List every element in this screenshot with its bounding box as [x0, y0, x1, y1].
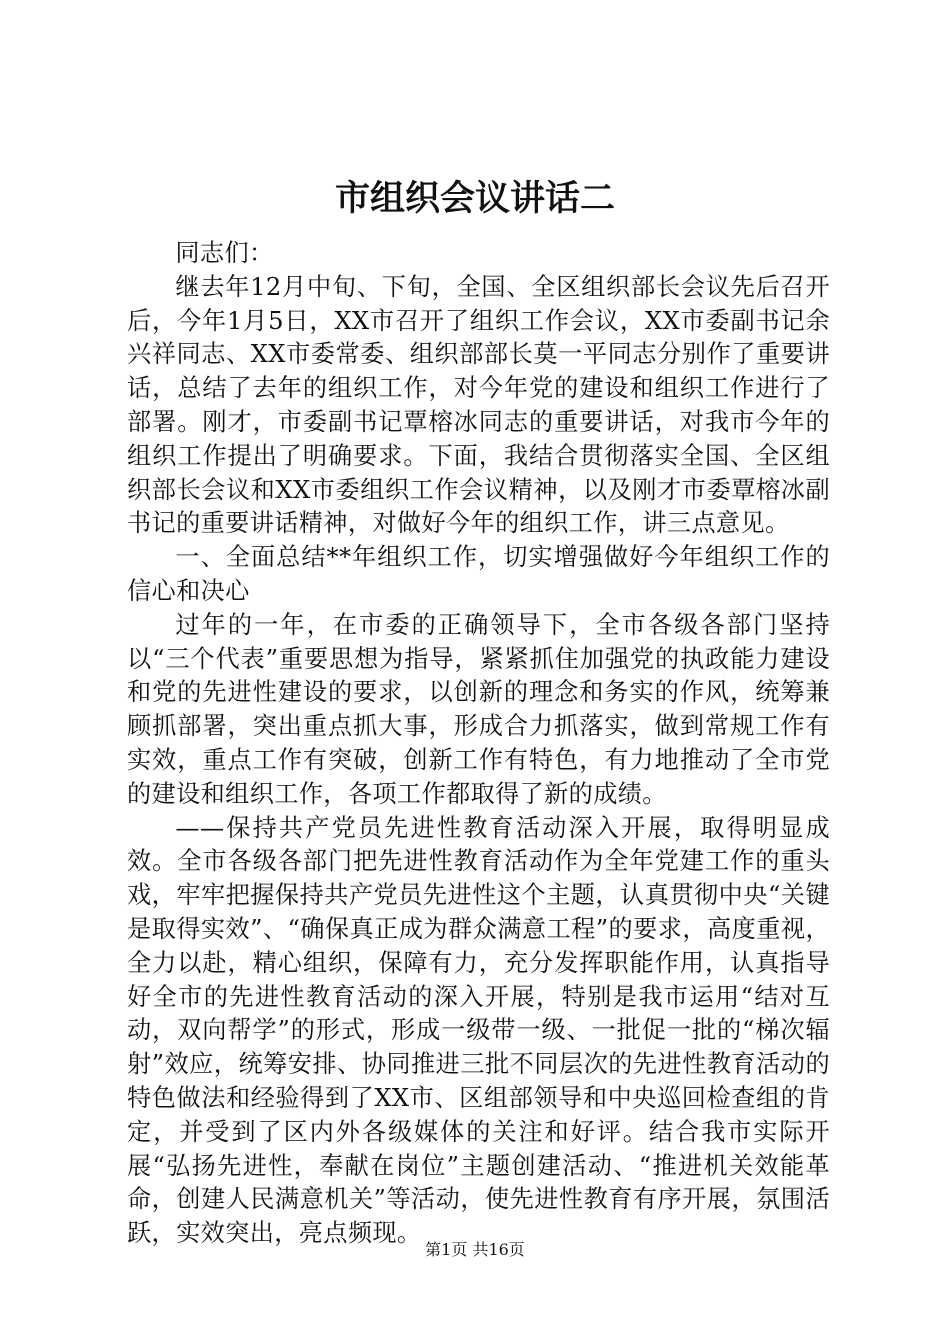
- salutation-paragraph: 同志们：: [175, 239, 274, 267]
- page-number-footer: 第1页 共16页: [425, 1240, 525, 1259]
- document-body: [127, 237, 830, 1251]
- body-paragraph: ——保持共产党员先进性教育活动深入开展，取得明显成效。全市各级各部门把先进性教育活动作为全年党建工作的重头戏，牢牢把握保持共产党员先进性这个主题，认真贯彻中央“关键是取得实效”、“确保真正成为群众满意工程”的要求，高度重视，全力以赴，精心组织，保障有力，充分发挥职能作用，认真指导好全市的先进性教育活动的深入开展，特别是我市运用“结对互动，双向帮学”的形式，形成一级带一级、一批促一批的“梯次辐射”效应，统筹安排、协同推进三批不同层次的先进性教育活动的特色做法和经验得到了XX市、区组部领导和中央巡回检查组的肯定，并受到了区内外各级媒体的关注和好评。结合我市实际开展“弘扬先进性，奉献在岗位”主题创建活动、“推进机关效能革命，创建人民满意机关”等活动，使先进性教育有序开展，氛围活跃，实效突出，亮点频现。: [127, 813, 830, 1248]
- document-title: 市组织会议讲话二: [334, 178, 615, 219]
- body-paragraph: 过年的一年，在市委的正确领导下，全市各级各部门坚持以“三个代表”重要思想为指导，紧紧抓住加强党的执政能力建设和党的先进性建设的要求，以创新的理念和务实的作风，统筹兼顾抓部署，突出重点抓大事，形成合力抓落实，做到常规工作有实效，重点工作有突破，创新工作有特色，有力地推动了全市党的建设和组织工作，各项工作都取得了新的成绩。: [127, 610, 830, 808]
- section-heading: 一、全面总结**年组织工作，切实增强做好今年组织工作的信心和决心: [127, 543, 830, 605]
- intro-paragraph: 继去年12月中旬、下旬，全国、全区组织部长会议先后召开后，今年1月5日，XX市召开了组织工作会议，XX市委副书记余兴祥同志、XX市委常委、组织部部长莫一平同志分别作了重要讲话，总结了去年的组织工作，对今年党的建设和组织工作进行了部署。刚才，市委副书记覃榕冰同志的重要讲话，对我市今年的组织工作提出了明确要求。下面，我结合贯彻落实全国、全区组织部长会议和XX市委组织工作会议精神，以及刚才市委覃榕冰副书记的重要讲话精神，对做好今年的组织工作，讲三点意见。: [127, 272, 830, 538]
